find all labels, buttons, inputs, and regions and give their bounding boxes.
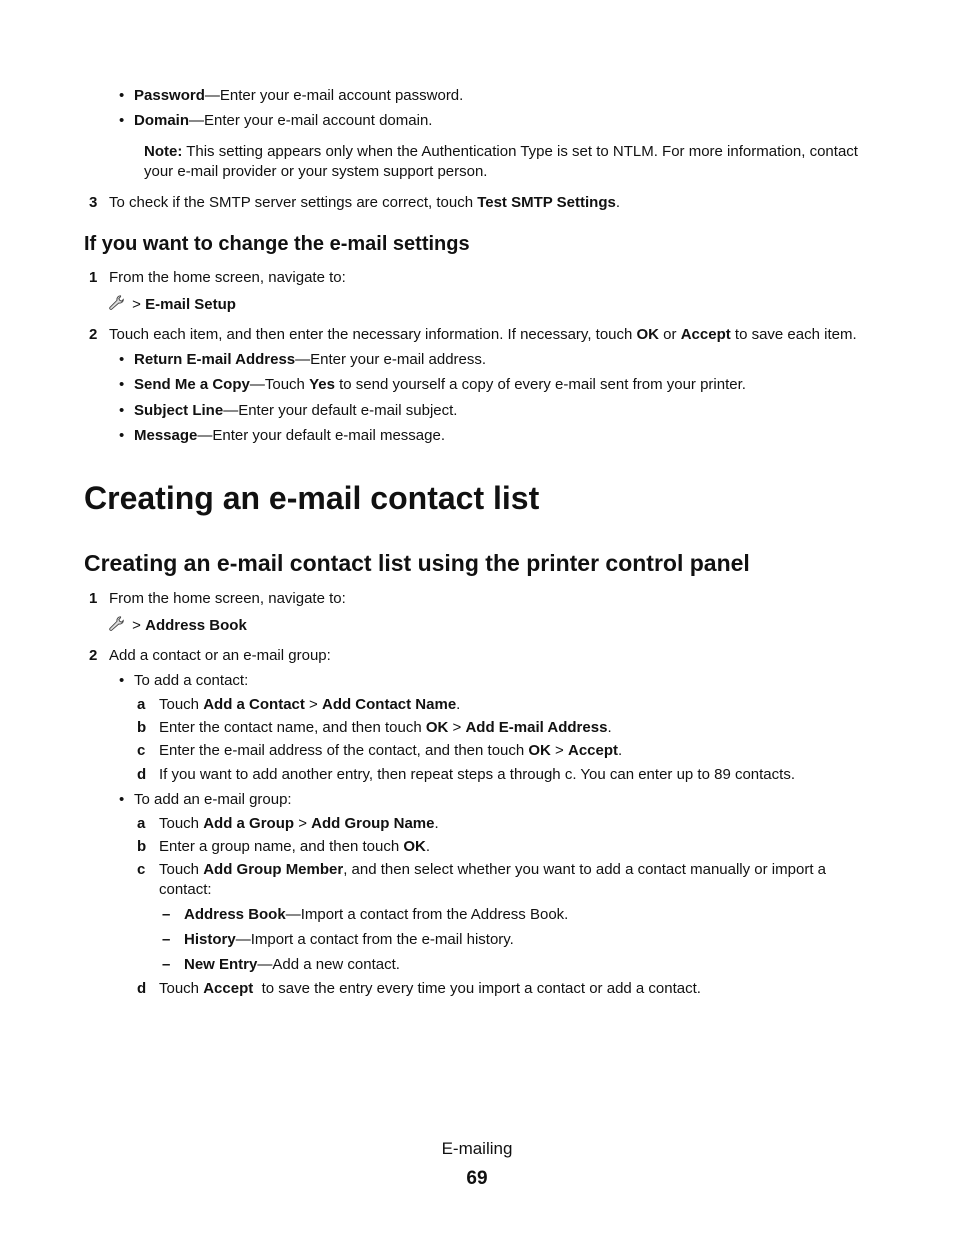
list-item: • To add an e-mail group: — [134, 790, 292, 810]
dash-marker: – — [162, 956, 171, 973]
note: Note: This setting appears only when the Authentication Type is set to NTLM. For more information, contact — [144, 143, 858, 160]
substep-text: Enter the contact name, and then touch OK > Add E-mail Address. — [159, 719, 612, 736]
dash-marker: – — [162, 906, 171, 923]
substep-text: Touch Add a Group > Add Group Name. — [159, 815, 439, 832]
substep-letter: d — [137, 766, 147, 783]
step-number: 2 — [89, 326, 98, 343]
dash-marker: – — [162, 931, 171, 948]
substep-letter: c — [137, 742, 146, 759]
wrench-icon — [108, 615, 126, 633]
list-item: • Subject Line—Enter your default e-mail subject. — [134, 401, 457, 421]
substep-letter: c — [137, 861, 146, 878]
substep-text: If you want to add another entry, then repeat steps a through c. You can enter up to 89 contacts. — [159, 766, 795, 783]
list-item: • Send Me a Copy—Touch Yes to send yourself a copy of every e-mail sent from your printer. — [134, 375, 746, 395]
dash-item: History—Import a contact from the e-mail history. — [184, 931, 514, 948]
substep-letter: b — [137, 838, 147, 855]
nav-path: > Address Book — [108, 615, 247, 636]
step-text: From the home screen, navigate to: — [109, 269, 346, 286]
substep-continuation: contact: — [159, 881, 212, 898]
dash-item: New Entry—Add a new contact. — [184, 956, 400, 973]
substep-text: Touch Add a Contact > Add Contact Name. — [159, 696, 461, 713]
step-number: 1 — [89, 269, 98, 286]
note-continuation: your e-mail provider or your system support person. — [144, 163, 488, 180]
section-heading: Creating an e-mail contact list using the printer control panel — [84, 550, 750, 576]
step-number: 1 — [89, 590, 98, 607]
page-title: Creating an e-mail contact list — [84, 480, 540, 516]
section-heading: If you want to change the e-mail settings — [84, 233, 470, 255]
list-item: • Domain—Enter your e-mail account domain. — [134, 111, 432, 131]
substep-text: Touch Accept to save the entry every time you import a contact or add a contact. — [159, 980, 701, 997]
substep-letter: d — [137, 980, 147, 997]
substep-text: Enter the e-mail address of the contact, and then touch OK > Accept. — [159, 742, 623, 759]
nav-path: > E-mail Setup — [108, 294, 236, 315]
substep-letter: b — [137, 719, 147, 736]
step-number: 2 — [89, 647, 98, 664]
wrench-icon — [108, 294, 126, 312]
step-text: Add a contact or an e-mail group: — [109, 647, 331, 664]
step-text: From the home screen, navigate to: — [109, 590, 346, 607]
step-text: To check if the SMTP server settings are correct, touch Test SMTP Settings. — [109, 194, 621, 211]
footer-section: E-mailing — [441, 1139, 513, 1158]
page-number: 69 — [466, 1168, 488, 1189]
step-text: Touch each item, and then enter the necessary information. If necessary, touch OK or Accept to save each item. — [109, 326, 857, 343]
substep-text: Enter a group name, and then touch OK. — [159, 838, 431, 855]
substep-text: Touch Add Group Member, and then select whether you want to add a contact manually or import a — [159, 861, 826, 878]
dash-item: Address Book—Import a contact from the Address Book. — [184, 906, 569, 923]
substep-letter: a — [137, 815, 146, 832]
list-item: • Password—Enter your e-mail account password. — [134, 86, 463, 106]
list-item: • Message—Enter your default e-mail message. — [134, 426, 445, 446]
substep-letter: a — [137, 696, 146, 713]
step-number: 3 — [89, 194, 98, 211]
list-item: • To add a contact: — [134, 671, 248, 691]
list-item: • Return E-mail Address—Enter your e-mail address. — [134, 350, 486, 370]
